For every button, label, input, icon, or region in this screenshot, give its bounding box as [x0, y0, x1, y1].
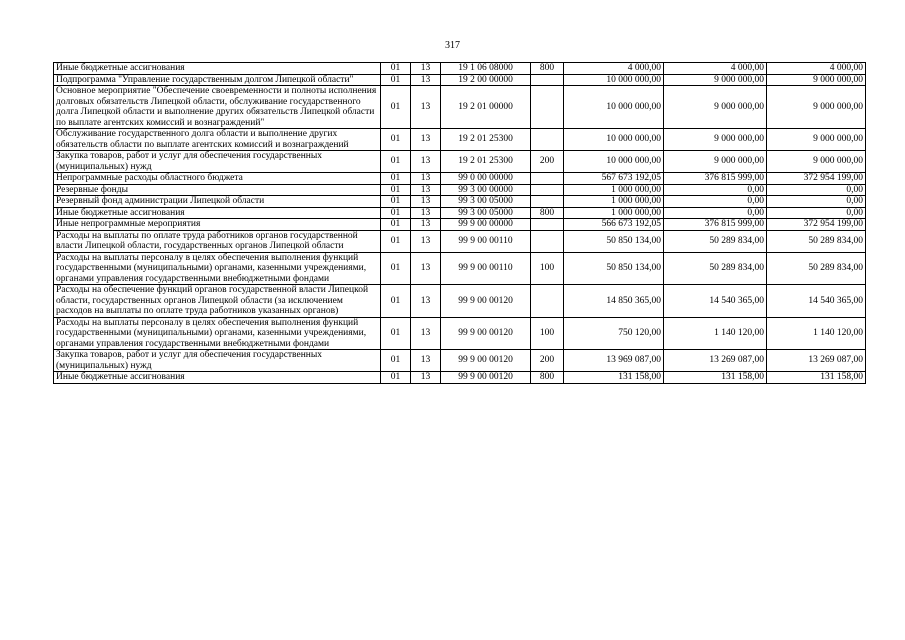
- amount-year2-cell: 1 140 120,00: [664, 317, 767, 350]
- table-row: [54, 196, 866, 208]
- table-row: [54, 350, 866, 372]
- table-row: [54, 285, 866, 318]
- table-row: [54, 252, 866, 285]
- amount-year3-cell: 9 000 000,00: [767, 74, 866, 86]
- expense-type-cell: 200: [531, 350, 564, 372]
- section-code-cell: 01: [381, 173, 411, 185]
- subsection-code-cell: 13: [411, 219, 441, 231]
- amount-year2-cell: 50 289 834,00: [664, 230, 767, 252]
- amount-year3-cell: 9 000 000,00: [767, 129, 866, 151]
- amount-year2-cell: 9 000 000,00: [664, 74, 767, 86]
- target-article-cell: 99 3 00 05000: [441, 207, 531, 219]
- table-row: [54, 63, 866, 75]
- amount-year1-cell: 567 673 192,05: [564, 173, 664, 185]
- expense-type-cell: [531, 86, 564, 129]
- expense-type-cell: 800: [531, 372, 564, 384]
- row-name-cell: Иные бюджетные ассигнования: [54, 372, 381, 384]
- amount-year3-cell: 4 000,00: [767, 63, 866, 75]
- target-article-cell: 99 9 00 00120: [441, 317, 531, 350]
- row-name-cell: Резервные фонды: [54, 184, 381, 196]
- target-article-cell: 99 9 00 00120: [441, 372, 531, 384]
- target-article-cell: 19 2 01 25300: [441, 129, 531, 151]
- row-name-cell: Закупка товаров, работ и услуг для обеспечения государственных (муниципальных) нужд: [54, 350, 381, 372]
- expense-type-cell: [531, 285, 564, 318]
- target-article-cell: 19 2 01 25300: [441, 151, 531, 173]
- table-body: [54, 63, 866, 384]
- table-row: [54, 372, 866, 384]
- row-name-cell: Расходы на выплаты персоналу в целях обеспечения выполнения функций государственными (муниципальными) органами, казенными учреждениями, органами управления государственными внебюджетными фондами: [54, 317, 381, 350]
- target-article-cell: 19 1 06 08000: [441, 63, 531, 75]
- row-name-cell: Непрограммные расходы областного бюджета: [54, 173, 381, 185]
- row-name-cell: Закупка товаров, работ и услуг для обеспечения государственных (муниципальных) нужд: [54, 151, 381, 173]
- table-row: [54, 184, 866, 196]
- row-name-cell: Подпрограмма "Управление государственным долгом Липецкой области": [54, 74, 381, 86]
- amount-year2-cell: 13 269 087,00: [664, 350, 767, 372]
- target-article-cell: 99 9 00 00120: [441, 285, 531, 318]
- table-row: [54, 230, 866, 252]
- section-code-cell: 01: [381, 252, 411, 285]
- subsection-code-cell: 13: [411, 372, 441, 384]
- amount-year2-cell: 14 540 365,00: [664, 285, 767, 318]
- target-article-cell: 19 2 01 00000: [441, 86, 531, 129]
- subsection-code-cell: 13: [411, 63, 441, 75]
- expense-type-cell: [531, 173, 564, 185]
- amount-year2-cell: 131 158,00: [664, 372, 767, 384]
- amount-year2-cell: 9 000 000,00: [664, 129, 767, 151]
- row-name-cell: Иные бюджетные ассигнования: [54, 207, 381, 219]
- row-name-cell: Расходы на выплаты персоналу в целях обеспечения выполнения функций государственными (муниципальными) органами, казенными учреждениями, органами управления государственными внебюджетными фондами: [54, 252, 381, 285]
- budget-table: [53, 62, 866, 384]
- subsection-code-cell: 13: [411, 184, 441, 196]
- amount-year1-cell: 10 000 000,00: [564, 151, 664, 173]
- table-row: [54, 151, 866, 173]
- expense-type-cell: 200: [531, 151, 564, 173]
- amount-year3-cell: 0,00: [767, 184, 866, 196]
- expense-type-cell: [531, 219, 564, 231]
- section-code-cell: 01: [381, 196, 411, 208]
- table-row: [54, 207, 866, 219]
- amount-year3-cell: 9 000 000,00: [767, 151, 866, 173]
- expense-type-cell: [531, 230, 564, 252]
- subsection-code-cell: 13: [411, 207, 441, 219]
- section-code-cell: 01: [381, 63, 411, 75]
- expense-type-cell: 800: [531, 63, 564, 75]
- section-code-cell: 01: [381, 317, 411, 350]
- amount-year2-cell: 9 000 000,00: [664, 86, 767, 129]
- expense-type-cell: 100: [531, 317, 564, 350]
- section-code-cell: 01: [381, 285, 411, 318]
- amount-year3-cell: 50 289 834,00: [767, 230, 866, 252]
- subsection-code-cell: 13: [411, 129, 441, 151]
- subsection-code-cell: 13: [411, 317, 441, 350]
- expense-type-cell: [531, 74, 564, 86]
- amount-year3-cell: 0,00: [767, 196, 866, 208]
- amount-year2-cell: 4 000,00: [664, 63, 767, 75]
- amount-year1-cell: 10 000 000,00: [564, 86, 664, 129]
- expense-type-cell: 800: [531, 207, 564, 219]
- expense-type-cell: 100: [531, 252, 564, 285]
- row-name-cell: Иные непрограммные мероприятия: [54, 219, 381, 231]
- amount-year3-cell: 372 954 199,00: [767, 173, 866, 185]
- target-article-cell: 99 9 00 00000: [441, 219, 531, 231]
- section-code-cell: 01: [381, 184, 411, 196]
- amount-year1-cell: 50 850 134,00: [564, 252, 664, 285]
- amount-year1-cell: 750 120,00: [564, 317, 664, 350]
- table-row: [54, 74, 866, 86]
- section-code-cell: 01: [381, 151, 411, 173]
- amount-year3-cell: 50 289 834,00: [767, 252, 866, 285]
- amount-year3-cell: 0,00: [767, 207, 866, 219]
- subsection-code-cell: 13: [411, 285, 441, 318]
- target-article-cell: 99 0 00 00000: [441, 173, 531, 185]
- row-name-cell: Основное мероприятие "Обеспечение своевременности и полноты исполнения долговых обязательств Липецкой области, обслуживание государственного долга Липецкой области и выполнение других обязательств Липецкой области по выплате агентских комиссий и вознаграждений": [54, 86, 381, 129]
- amount-year1-cell: 10 000 000,00: [564, 129, 664, 151]
- subsection-code-cell: 13: [411, 196, 441, 208]
- table-row: [54, 129, 866, 151]
- amount-year3-cell: 13 269 087,00: [767, 350, 866, 372]
- amount-year1-cell: 13 969 087,00: [564, 350, 664, 372]
- amount-year3-cell: 14 540 365,00: [767, 285, 866, 318]
- section-code-cell: 01: [381, 86, 411, 129]
- expense-type-cell: [531, 196, 564, 208]
- amount-year2-cell: 0,00: [664, 207, 767, 219]
- amount-year3-cell: 131 158,00: [767, 372, 866, 384]
- section-code-cell: 01: [381, 129, 411, 151]
- amount-year2-cell: 376 815 999,00: [664, 173, 767, 185]
- row-name-cell: Расходы на выплаты по оплате труда работников органов государственной власти Липецкой области, государственных органов Липецкой области: [54, 230, 381, 252]
- table-row: [54, 317, 866, 350]
- subsection-code-cell: 13: [411, 173, 441, 185]
- row-name-cell: Иные бюджетные ассигнования: [54, 63, 381, 75]
- target-article-cell: 99 9 00 00120: [441, 350, 531, 372]
- amount-year1-cell: 131 158,00: [564, 372, 664, 384]
- subsection-code-cell: 13: [411, 252, 441, 285]
- section-code-cell: 01: [381, 74, 411, 86]
- row-name-cell: Расходы на обеспечение функций органов государственной власти Липецкой области, государственных органов Липецкой области (за исключением расходов на выплаты по оплате труда работников указанных органов): [54, 285, 381, 318]
- subsection-code-cell: 13: [411, 86, 441, 129]
- amount-year3-cell: 9 000 000,00: [767, 86, 866, 129]
- target-article-cell: 19 2 00 00000: [441, 74, 531, 86]
- amount-year1-cell: 1 000 000,00: [564, 207, 664, 219]
- row-name-cell: Резервный фонд администрации Липецкой области: [54, 196, 381, 208]
- amount-year3-cell: 372 954 199,00: [767, 219, 866, 231]
- amount-year1-cell: 14 850 365,00: [564, 285, 664, 318]
- table-row: [54, 86, 866, 129]
- subsection-code-cell: 13: [411, 74, 441, 86]
- section-code-cell: 01: [381, 372, 411, 384]
- subsection-code-cell: 13: [411, 151, 441, 173]
- subsection-code-cell: 13: [411, 230, 441, 252]
- amount-year2-cell: 9 000 000,00: [664, 151, 767, 173]
- expense-type-cell: [531, 129, 564, 151]
- target-article-cell: 99 3 00 05000: [441, 196, 531, 208]
- amount-year3-cell: 1 140 120,00: [767, 317, 866, 350]
- target-article-cell: 99 3 00 00000: [441, 184, 531, 196]
- amount-year2-cell: 50 289 834,00: [664, 252, 767, 285]
- amount-year2-cell: 0,00: [664, 196, 767, 208]
- table-row: [54, 219, 866, 231]
- target-article-cell: 99 9 00 00110: [441, 252, 531, 285]
- amount-year2-cell: 0,00: [664, 184, 767, 196]
- subsection-code-cell: 13: [411, 350, 441, 372]
- target-article-cell: 99 9 00 00110: [441, 230, 531, 252]
- amount-year1-cell: 50 850 134,00: [564, 230, 664, 252]
- expense-type-cell: [531, 184, 564, 196]
- amount-year1-cell: 1 000 000,00: [564, 196, 664, 208]
- amount-year1-cell: 10 000 000,00: [564, 74, 664, 86]
- amount-year1-cell: 1 000 000,00: [564, 184, 664, 196]
- section-code-cell: 01: [381, 207, 411, 219]
- amount-year2-cell: 376 815 999,00: [664, 219, 767, 231]
- page-number: 317: [445, 40, 460, 51]
- section-code-cell: 01: [381, 350, 411, 372]
- table-row: [54, 173, 866, 185]
- section-code-cell: 01: [381, 230, 411, 252]
- row-name-cell: Обслуживание государственного долга области и выполнение других обязательств области по выплате агентских комиссий и вознаграждений: [54, 129, 381, 151]
- amount-year1-cell: 566 673 192,05: [564, 219, 664, 231]
- amount-year1-cell: 4 000,00: [564, 63, 664, 75]
- section-code-cell: 01: [381, 219, 411, 231]
